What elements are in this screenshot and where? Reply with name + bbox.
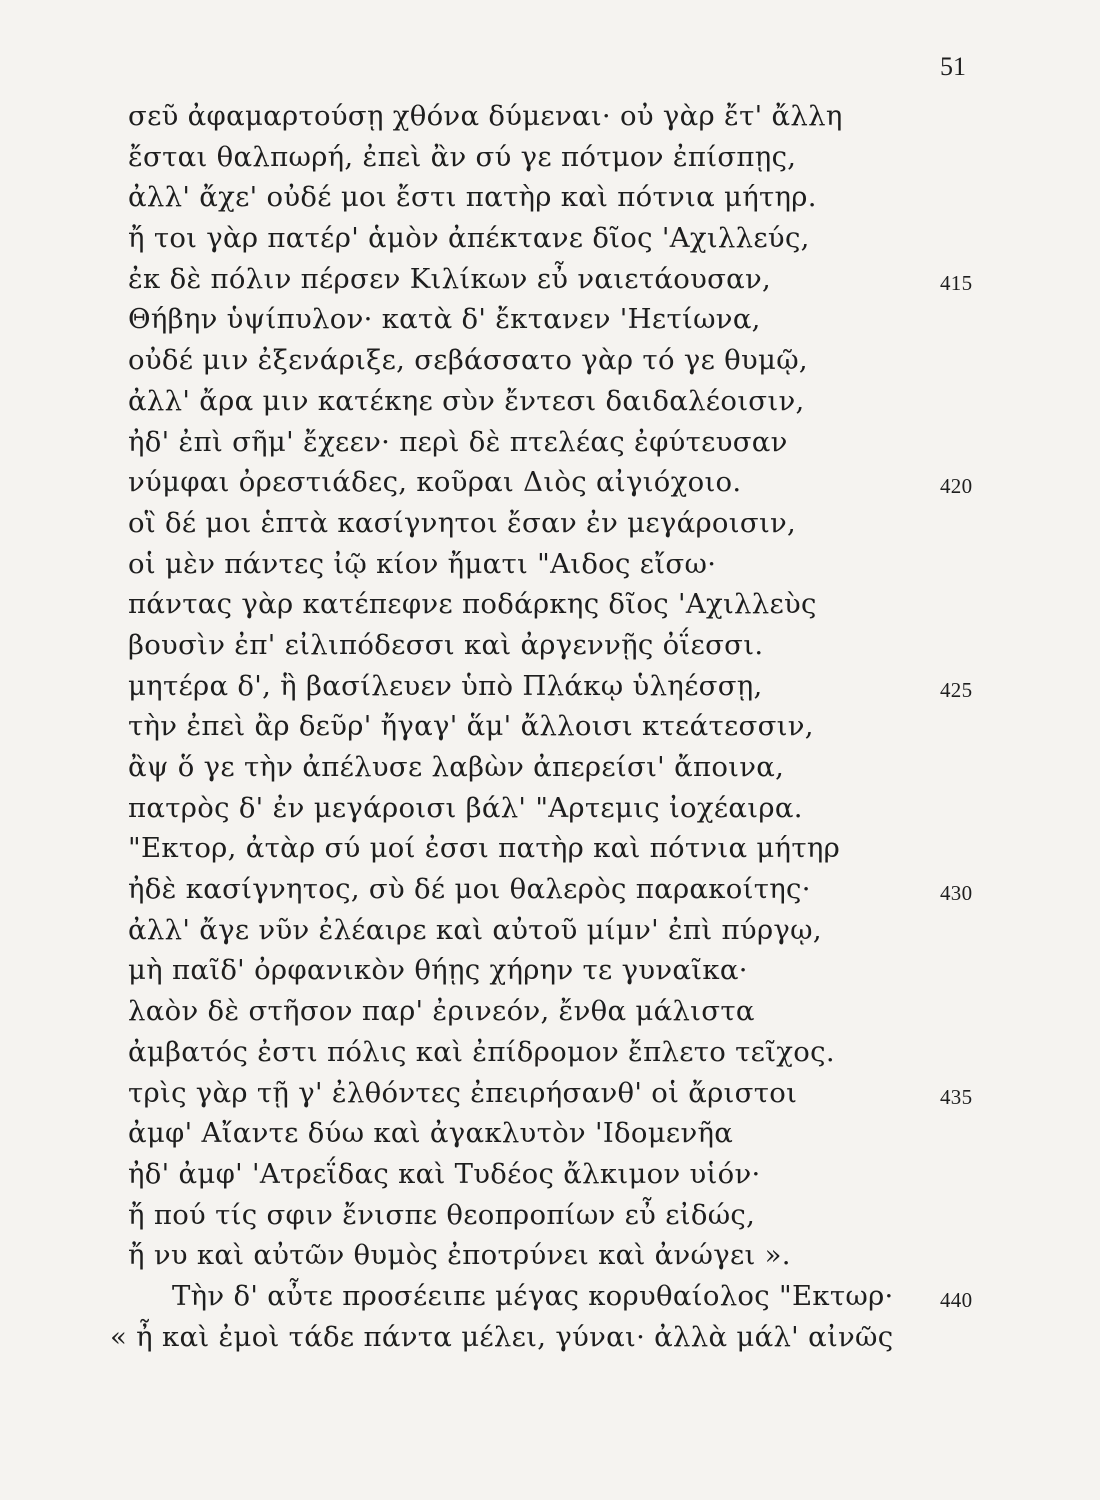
verse-text: Θήβην ὑψίπυλον· κατὰ δ' ἔκτανεν 'Ηετίωνα, — [128, 303, 761, 336]
verse-line — [128, 1154, 968, 1195]
verse-text: τρὶς γὰρ τῇ γ' ἐλθόντες ἐπειρήσανθ' οἱ ἄριστοι — [128, 1076, 798, 1109]
verse-text: τὴν ἐπεὶ ἂρ δεῦρ' ἤγαγ' ἅμ' ἄλλοισι κτεάτεσσιν, — [128, 710, 814, 743]
verse-line — [128, 96, 968, 137]
line-number: 440 — [940, 1287, 973, 1312]
verse-line — [128, 299, 968, 340]
verse-line — [128, 1073, 973, 1114]
verse-line — [128, 910, 968, 951]
line-number: 430 — [940, 881, 973, 906]
page-number: 51 — [940, 52, 966, 81]
verse-line — [128, 625, 968, 666]
verse-text: ἀλλ' ἄχε' οὐδέ μοι ἔστι πατὴρ καὶ πότνια μήτηρ. — [128, 181, 817, 214]
verse-line — [128, 706, 968, 747]
verse-line — [128, 1235, 968, 1276]
verse-text: βουσὶν ἐπ' εἰλιπόδεσσι καὶ ἀργεννῇς ὀΐεσσι. — [128, 628, 764, 661]
verse-text: ἤ νυ καὶ αὐτῶν θυμὸς ἐποτρύνει καὶ ἀνώγει ». — [128, 1239, 791, 1272]
verse-text: οἳ δέ μοι ἑπτὰ κασίγνητοι ἔσαν ἐν μεγάροισιν, — [128, 506, 797, 539]
verse-text: ἀλλ' ἄγε νῦν ἐλέαιρε καὶ αὐτοῦ μίμν' ἐπὶ πύργῳ, — [128, 913, 822, 946]
verse-text: ἠδὲ κασίγνητος, σὺ δέ μοι θαλερὸς παρακοίτης· — [128, 873, 811, 906]
verse-text: νύμφαι ὀρεστιάδες, κοῦραι Διὸς αἰγιόχοιο. — [128, 466, 742, 499]
verse-text: ἀλλ' ἄρα μιν κατέκηε σὺν ἔντεσι δαιδαλέοισιν, — [128, 384, 805, 417]
verse-line — [128, 1113, 968, 1154]
verse-line — [128, 544, 968, 585]
verse-line — [110, 1317, 968, 1358]
verse-text: ἤ πού τίς σφιν ἔνισπε θεοπροπίων εὖ εἰδώς, — [128, 1198, 756, 1231]
line-number: 425 — [940, 677, 973, 702]
verse-text: πατρὸς δ' ἐν μεγάροισι βάλ' "Αρτεμις ἰοχέαιρα. — [128, 791, 803, 824]
verse-line — [128, 503, 968, 544]
verse-text: ἀμβατός ἐστι πόλις καὶ ἐπίδρομον ἔπλετο τεῖχος. — [128, 1035, 835, 1068]
verse-line — [128, 788, 968, 829]
verse-text: « ἦ καὶ ἐμοὶ τάδε πάντα μέλει, γύναι· ἀλλὰ μάλ' αἰνῶς — [110, 1320, 894, 1353]
verse-text: πάντας γὰρ κατέπεφνε ποδάρκης δῖος 'Αχιλλεὺς — [128, 588, 817, 621]
verse-line — [128, 340, 968, 381]
verse-text: "Εκτορ, ἀτὰρ σύ μοί ἐσσι πατὴρ καὶ πότνια μήτηρ — [128, 832, 841, 865]
verse-line — [128, 828, 968, 869]
verse-text: Τὴν δ' αὖτε προσέειπε μέγας κορυθαίολος "Εκτωρ· — [172, 1279, 894, 1312]
verse-text: λαὸν δὲ στῆσον παρ' ἐρινεόν, ἔνθα μάλιστα — [128, 995, 755, 1028]
verse-line — [128, 666, 973, 707]
verse-text: ἔσται θαλπωρή, ἐπεὶ ἂν σύ γε πότμον ἐπίσπῃς, — [128, 140, 797, 173]
verse-line — [128, 1276, 973, 1317]
verse-text: ἂψ ὅ γε τὴν ἀπέλυσε λαβὼν ἀπερείσι' ἄποινα, — [128, 751, 785, 783]
verse-line — [128, 259, 973, 300]
verse-text: οἱ μὲν πάντες ἰῷ κίον ἤματι "Αιδος εἴσω· — [128, 547, 717, 580]
verse-line — [128, 1032, 968, 1073]
verse-text: ἀμφ' Αἴαντε δύω καὶ ἀγακλυτὸν 'Ιδομενῆα — [128, 1117, 734, 1150]
verse-line — [128, 381, 968, 422]
line-number: 435 — [940, 1084, 973, 1109]
verse-block — [110, 96, 973, 1357]
line-number: 415 — [940, 270, 973, 295]
verse-line — [128, 1195, 968, 1236]
verse-text: ἤ τοι γὰρ πατέρ' ἁμὸν ἀπέκτανε δῖος 'Αχιλλεύς, — [128, 222, 810, 255]
verse-text: ἐκ δὲ πόλιν πέρσεν Κιλίκων εὖ ναιετάουσαν, — [128, 262, 772, 295]
verse-line — [128, 869, 973, 910]
verse-line — [128, 991, 968, 1032]
verse-line — [128, 137, 968, 178]
verse-text: ἠδ' ἀμφ' 'Ατρεΐδας καὶ Τυδέος ἄλκιμον υἱόν· — [128, 1157, 761, 1190]
verse-line — [128, 422, 968, 463]
line-number: 420 — [940, 474, 973, 499]
verse-text: μητέρα δ', ἣ βασίλευεν ὑπὸ Πλάκῳ ὑληέσσῃ, — [128, 669, 763, 702]
verse-line — [128, 462, 973, 503]
verse-text: ἠδ' ἐπὶ σῆμ' ἔχεεν· περὶ δὲ πτελέας ἐφύτευσαν — [128, 425, 788, 458]
verse-text: σεῦ ἀφαμαρτούσῃ χθόνα δύμεναι· οὐ γὰρ ἔτ' ἄλλη — [128, 100, 843, 132]
verse-text: οὐδέ μιν ἐξενάριξε, σεβάσσατο γὰρ τό γε θυμῷ, — [128, 344, 808, 377]
verse-text: μὴ παῖδ' ὀρφανικὸν θήῃς χήρην τε γυναῖκα· — [128, 954, 748, 987]
verse-line — [128, 747, 968, 788]
verse-line — [128, 177, 968, 218]
verse-line — [128, 218, 968, 259]
verse-line — [128, 584, 968, 625]
verse-line — [128, 950, 968, 991]
